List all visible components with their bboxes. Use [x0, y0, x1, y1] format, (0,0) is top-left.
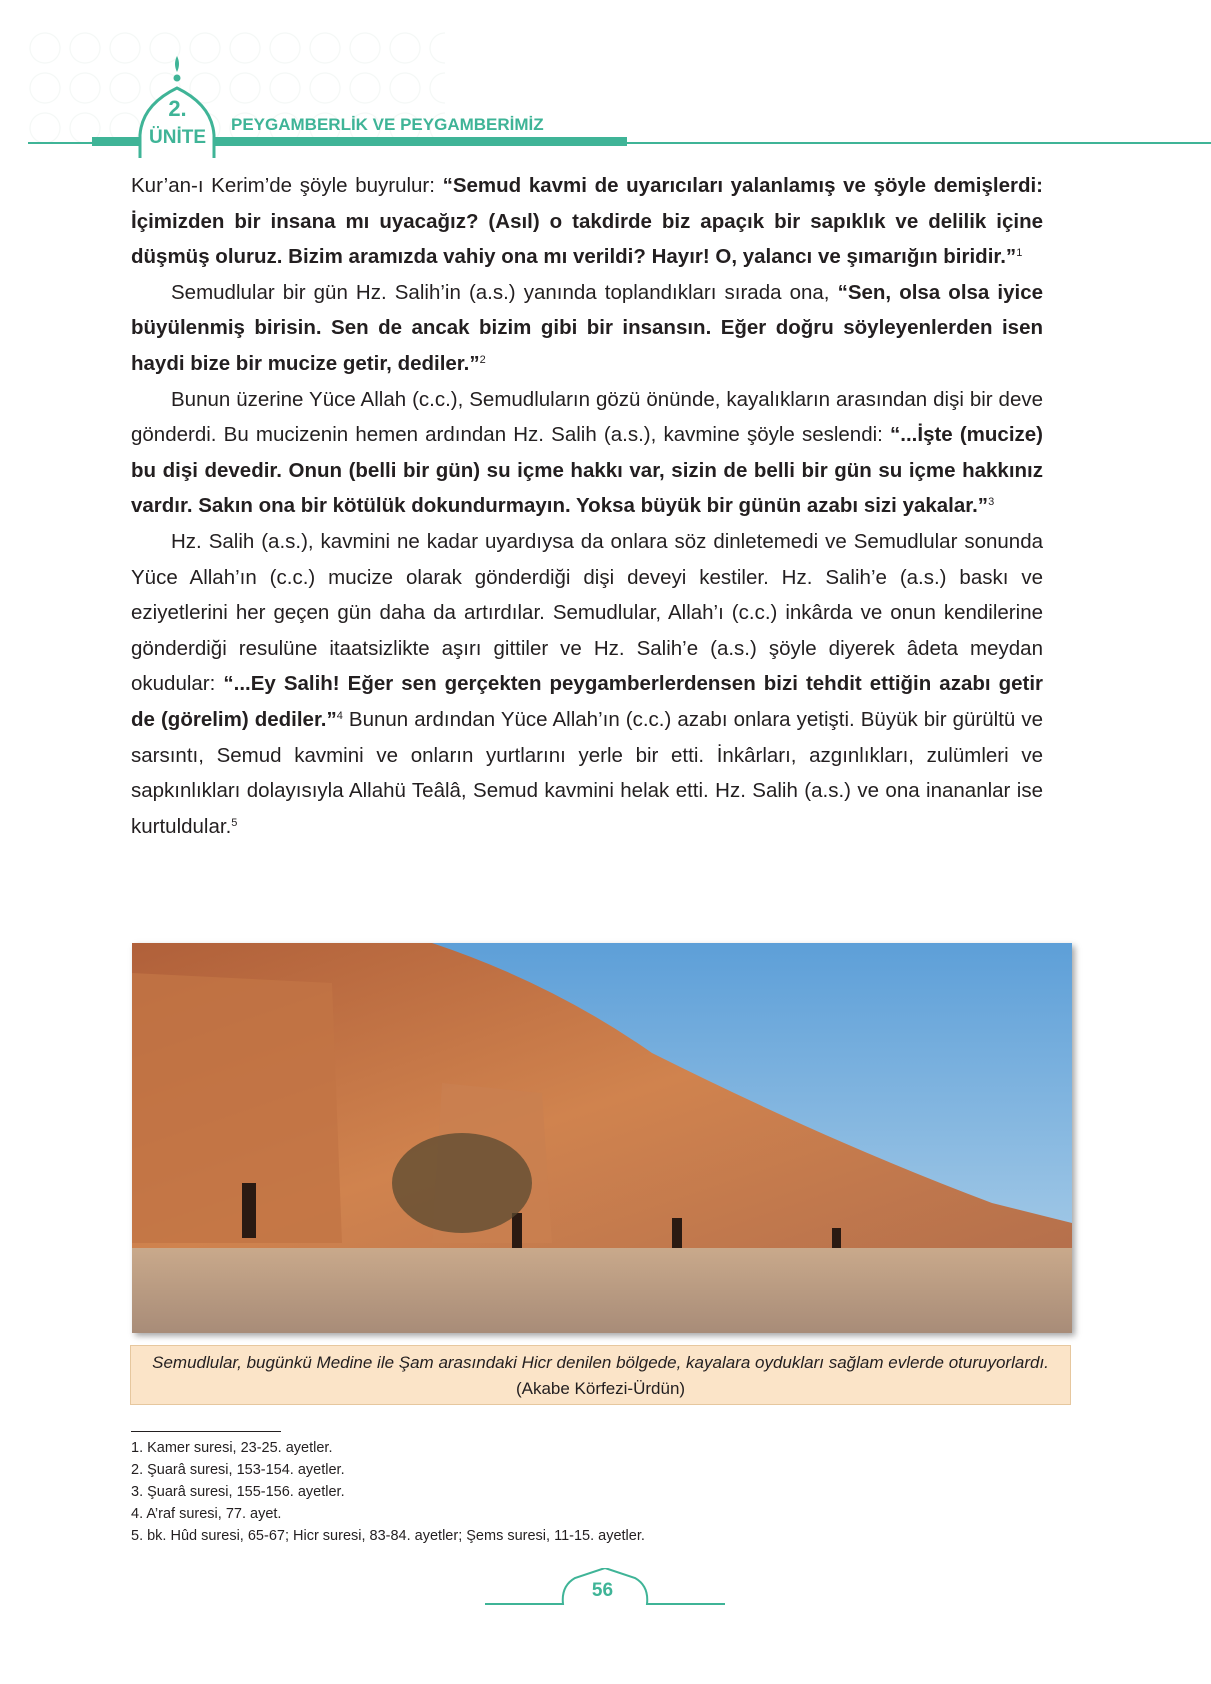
footnote-ref: 1: [1016, 247, 1023, 260]
chapter-title: PEYGAMBERLİK VE PEYGAMBERİMİZ: [231, 115, 544, 134]
footnote: 5. bk. Hûd suresi, 65-67; Hicr suresi, 83-84. ayetler; Şems suresi, 11-15. ayetler.: [131, 1528, 645, 1544]
footnotes: [131, 1437, 645, 1547]
text-run: Hz. Salih (a.s.), kavmini ne kadar uyardıysa da onlara söz dinletemedi ve Semudlular sonunda Yüce Allah’ın (c.c.) mucize olarak gönderdiği dişi deveyi kestiler. Hz. Salih’e (a.s.) baskı ve eziyetlerini her geçen gün daha da artırdılar. Semudlular, Allah’ı (c.c.) inkârda ve onun kendilerine gönderdiği resulüne itaatsizlikte aşırı gittiler ve Hz. Salih’e (a.s.) şöyle diyerek âdeta meydan okudular:: [131, 529, 1043, 696]
quote-bold: “Semud kavmi de uyarıcıları yalanlamış ve şöyle demişlerdi: İçimizden bir insana mı uyacağız? (Asıl) o takdirde biz apaçık bir sapıklık ve delilik içine düşmüş oluruz. Bizim aramızda vahiy ona mı verildi? Hayır! O, yalancı ve şımarığın biridir.”: [131, 174, 1043, 269]
footnote: 4. A’raf suresi, 77. ayet.: [131, 1506, 282, 1522]
paragraph: [131, 275, 1043, 382]
photo-hegra-rock-tombs: [132, 943, 1072, 1333]
footnote-ref: 3: [988, 496, 995, 509]
paragraph: [131, 382, 1043, 524]
footnote: 2. Şuarâ suresi, 153-154. ayetler.: [131, 1462, 345, 1478]
footnote-ref: 5: [231, 816, 238, 829]
text-run: Bunun üzerine Yüce Allah (c.c.), Semudluların gözü önünde, kayalıkların arasından dişi bir deve gönderdi. Bu mucizenin hemen ardından Hz. Salih (a.s.), kavmine şöyle seslendi:: [131, 387, 1043, 447]
body-text: [131, 168, 1043, 844]
footnote: 1. Kamer suresi, 23-25. ayetler.: [131, 1440, 333, 1456]
paragraph: [131, 524, 1043, 844]
quote-bold: “...Ey Salih! Eğer sen gerçekten peygamberlerdensen bizi tehdit ettiğin azabı getir de (görelim) dediler.”: [131, 672, 1044, 731]
footnote-ref: 4: [336, 709, 343, 722]
page-number: 56: [591, 1580, 614, 1601]
text-run: Kur’an-ı Kerim’de şöyle buyrulur:: [131, 174, 443, 197]
photo-caption: [130, 1345, 1071, 1405]
paragraph: [131, 168, 1043, 275]
text-run: Semudlular bir gün Hz. Salih’in (a.s.) yanında toplandıkları sırada ona,: [171, 280, 838, 304]
footnote-rule: [131, 1431, 281, 1432]
text-run: Bunun ardından Yüce Allah’ın (c.c.) azabı onlara yetişti. Büyük bir gürültü ve sarsıntı, Semud kavmini ve onların yurtlarını yerle bir etti. İnkârları, azgınlıkları, zulümleri ve sapkınlıkları dolayısıyla Allahü Teâlâ, Semud kavmini helak etti. Hz. Salih (a.s.) ve ona inananlar ise kurtuldular.: [131, 707, 1043, 838]
quote-bold: “Sen, olsa olsa iyice büyülenmiş birisin. Sen de ancak bizim gibi bir insansın. Eğer doğru söyleyenlerden isen haydi bize bir mucize getir, dediler.”: [131, 280, 1043, 375]
caption-source: (Akabe Körfezi-Ürdün): [515, 1379, 686, 1398]
quote-bold: “...İşte (mucize) bu dişi devedir. Onun (belli bir gün) su içme hakkı var, sizin de belli bir gün su içme hakkınız vardır. Sakın ona bir kötülük dokundurmayın. Yoksa büyük bir günün azabı sizi yakalar.”: [131, 423, 1044, 518]
footnote: 3. Şuarâ suresi, 155-156. ayetler.: [131, 1484, 345, 1500]
unit-label: ÜNİTE: [149, 127, 206, 148]
unit-number: 2.: [168, 96, 187, 121]
caption-italic: Semudlular, bugünkü Medine ile Şam arasındaki Hicr denilen bölgede, kayalara oydukları sağlam evlerde oturuyorlardı.: [152, 1353, 1049, 1372]
footnote-ref: 2: [479, 353, 486, 366]
